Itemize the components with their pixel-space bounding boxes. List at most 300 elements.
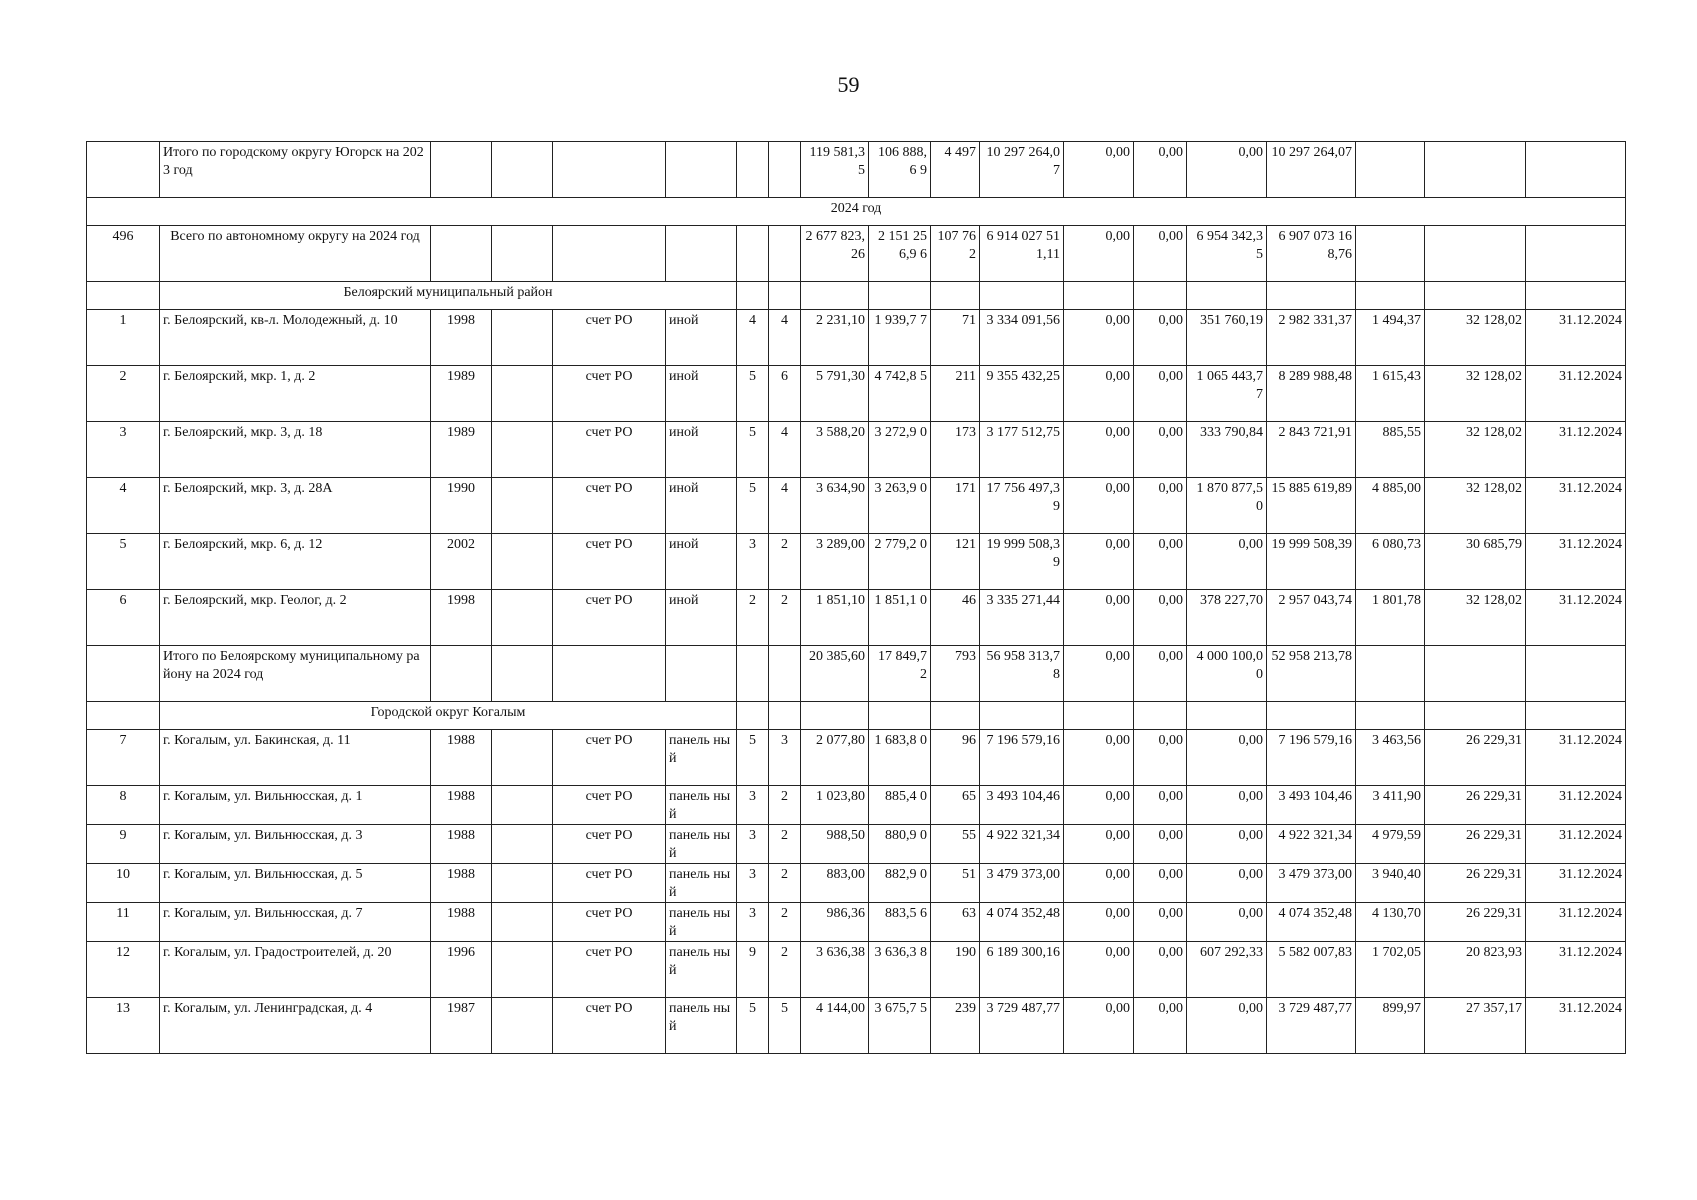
residential-area-cell: 880,9 0	[869, 825, 931, 864]
fund-method-cell: счет РО	[553, 942, 666, 998]
year-commission-cell	[492, 366, 553, 422]
group-number-cell	[87, 282, 160, 310]
district-title: Городской округ Когалым	[160, 702, 737, 730]
residents-count-cell: 96	[931, 730, 980, 786]
empty-cell	[1134, 702, 1187, 730]
capital-repair-table	[86, 141, 1626, 1054]
municipal-funds-cell: 6 954 342,35	[1187, 226, 1267, 282]
address-cell: Всего по автономному округу на 2024 год	[160, 226, 431, 282]
wall-material-cell	[666, 142, 737, 198]
unit-cost-cell: 3 940,40	[1356, 864, 1425, 903]
deadline-cell: 31.12.2024	[1526, 864, 1626, 903]
empty-cell	[1134, 282, 1187, 310]
wall-material-cell: иной	[666, 422, 737, 478]
floors-cell: 4	[737, 310, 769, 366]
total-area-cell: 119 581,35	[801, 142, 869, 198]
row-number	[87, 646, 160, 702]
deadline-cell: 31.12.2024	[1526, 422, 1626, 478]
residential-area-cell: 885,4 0	[869, 786, 931, 825]
limit-cost-cell: 26 229,31	[1425, 903, 1526, 942]
total-cost-cell: 3 335 271,44	[980, 590, 1064, 646]
federal-funds-cell: 0,00	[1064, 998, 1134, 1054]
year-commission-cell	[492, 534, 553, 590]
limit-cost-cell: 32 128,02	[1425, 422, 1526, 478]
entrances-cell: 2	[769, 590, 801, 646]
total-cost-cell: 3 493 104,46	[980, 786, 1064, 825]
total-cost-cell: 3 177 512,75	[980, 422, 1064, 478]
total-cost-cell: 4 922 321,34	[980, 825, 1064, 864]
entrances-cell: 2	[769, 942, 801, 998]
owner-funds-cell: 8 289 988,48	[1267, 366, 1356, 422]
owner-funds-cell: 2 982 331,37	[1267, 310, 1356, 366]
federal-funds-cell: 0,00	[1064, 786, 1134, 825]
total-cost-cell: 6 189 300,16	[980, 942, 1064, 998]
empty-cell	[1425, 702, 1526, 730]
owner-funds-cell: 3 729 487,77	[1267, 998, 1356, 1054]
wall-material-cell: иной	[666, 534, 737, 590]
wall-material-cell: иной	[666, 590, 737, 646]
year-commission-cell	[492, 226, 553, 282]
total-area-cell: 1 851,10	[801, 590, 869, 646]
limit-cost-cell	[1425, 226, 1526, 282]
year-commission-cell	[492, 825, 553, 864]
total-area-cell: 3 636,38	[801, 942, 869, 998]
year-built-cell	[431, 142, 492, 198]
residential-area-cell: 1 939,7 7	[869, 310, 931, 366]
floors-cell	[737, 226, 769, 282]
municipal-funds-cell: 333 790,84	[1187, 422, 1267, 478]
municipal-funds-cell: 0,00	[1187, 534, 1267, 590]
row-number	[87, 142, 160, 198]
residents-count-cell: 239	[931, 998, 980, 1054]
empty-cell	[801, 702, 869, 730]
federal-funds-cell: 0,00	[1064, 730, 1134, 786]
year-built-cell: 1988	[431, 864, 492, 903]
empty-cell	[980, 702, 1064, 730]
municipal-funds-cell: 0,00	[1187, 998, 1267, 1054]
deadline-cell: 31.12.2024	[1526, 903, 1626, 942]
table-body	[87, 142, 1626, 1054]
fund-method-cell: счет РО	[553, 534, 666, 590]
deadline-cell: 31.12.2024	[1526, 730, 1626, 786]
fund-method-cell: счет РО	[553, 730, 666, 786]
entrances-cell: 4	[769, 478, 801, 534]
residents-count-cell: 211	[931, 366, 980, 422]
total-cost-cell: 6 914 027 511,11	[980, 226, 1064, 282]
federal-funds-cell: 0,00	[1064, 864, 1134, 903]
unit-cost-cell: 1 615,43	[1356, 366, 1425, 422]
total-cost-cell: 3 334 091,56	[980, 310, 1064, 366]
empty-cell	[931, 282, 980, 310]
residential-area-cell: 4 742,8 5	[869, 366, 931, 422]
empty-cell	[1526, 282, 1626, 310]
unit-cost-cell: 1 494,37	[1356, 310, 1425, 366]
residential-area-cell: 3 263,9 0	[869, 478, 931, 534]
residential-area-cell: 1 851,1 0	[869, 590, 931, 646]
total-area-cell: 5 791,30	[801, 366, 869, 422]
floors-cell: 3	[737, 786, 769, 825]
row-number: 13	[87, 998, 160, 1054]
year-built-cell: 1996	[431, 942, 492, 998]
address-cell: г. Белоярский, мкр. 6, д. 12	[160, 534, 431, 590]
fund-method-cell	[553, 646, 666, 702]
municipal-funds-cell: 607 292,33	[1187, 942, 1267, 998]
total-area-cell: 988,50	[801, 825, 869, 864]
owner-funds-cell: 10 297 264,07	[1267, 142, 1356, 198]
year-commission-cell	[492, 478, 553, 534]
residents-count-cell: 71	[931, 310, 980, 366]
address-cell: г. Белоярский, мкр. 1, д. 2	[160, 366, 431, 422]
section-title: 2024 год	[87, 198, 1626, 226]
empty-cell	[1187, 282, 1267, 310]
table-row	[87, 534, 1626, 590]
empty-cell	[737, 282, 769, 310]
wall-material-cell: иной	[666, 366, 737, 422]
empty-cell	[1064, 702, 1134, 730]
deadline-cell: 31.12.2024	[1526, 786, 1626, 825]
federal-funds-cell: 0,00	[1064, 942, 1134, 998]
region-funds-cell: 0,00	[1134, 786, 1187, 825]
row-number: 7	[87, 730, 160, 786]
federal-funds-cell: 0,00	[1064, 422, 1134, 478]
limit-cost-cell: 30 685,79	[1425, 534, 1526, 590]
federal-funds-cell: 0,00	[1064, 646, 1134, 702]
residential-area-cell: 2 151 256,9 6	[869, 226, 931, 282]
address-cell: г. Белоярский, мкр. 3, д. 18	[160, 422, 431, 478]
row-number: 11	[87, 903, 160, 942]
year-commission-cell	[492, 903, 553, 942]
total-cost-cell: 17 756 497,39	[980, 478, 1064, 534]
owner-funds-cell: 3 479 373,00	[1267, 864, 1356, 903]
year-built-cell: 1988	[431, 825, 492, 864]
table-row	[87, 825, 1626, 864]
row-number: 4	[87, 478, 160, 534]
municipal-funds-cell: 0,00	[1187, 142, 1267, 198]
wall-material-cell: панель ный	[666, 825, 737, 864]
deadline-cell: 31.12.2024	[1526, 590, 1626, 646]
residential-area-cell: 17 849,7 2	[869, 646, 931, 702]
deadline-cell: 31.12.2024	[1526, 998, 1626, 1054]
municipal-funds-cell: 0,00	[1187, 730, 1267, 786]
empty-cell	[1526, 702, 1626, 730]
address-cell: г. Когалым, ул. Вильнюсская, д. 5	[160, 864, 431, 903]
address-cell: г. Когалым, ул. Градостроителей, д. 20	[160, 942, 431, 998]
unit-cost-cell: 1 801,78	[1356, 590, 1425, 646]
empty-cell	[1267, 702, 1356, 730]
residential-area-cell: 3 272,9 0	[869, 422, 931, 478]
total-cost-cell: 3 479 373,00	[980, 864, 1064, 903]
entrances-cell	[769, 142, 801, 198]
year-built-cell: 2002	[431, 534, 492, 590]
row-number: 9	[87, 825, 160, 864]
entrances-cell: 6	[769, 366, 801, 422]
region-funds-cell: 0,00	[1134, 730, 1187, 786]
residential-area-cell: 883,5 6	[869, 903, 931, 942]
unit-cost-cell	[1356, 646, 1425, 702]
limit-cost-cell	[1425, 646, 1526, 702]
row-number: 6	[87, 590, 160, 646]
total-area-cell: 20 385,60	[801, 646, 869, 702]
owner-funds-cell: 19 999 508,39	[1267, 534, 1356, 590]
residents-count-cell: 190	[931, 942, 980, 998]
total-cost-cell: 3 729 487,77	[980, 998, 1064, 1054]
deadline-cell: 31.12.2024	[1526, 942, 1626, 998]
municipal-funds-cell: 4 000 100,00	[1187, 646, 1267, 702]
owner-funds-cell: 4 074 352,48	[1267, 903, 1356, 942]
residents-count-cell: 173	[931, 422, 980, 478]
unit-cost-cell: 885,55	[1356, 422, 1425, 478]
owner-funds-cell: 15 885 619,89	[1267, 478, 1356, 534]
residents-count-cell: 107 762	[931, 226, 980, 282]
region-funds-cell: 0,00	[1134, 534, 1187, 590]
total-area-cell: 2 677 823,26	[801, 226, 869, 282]
year-commission-cell	[492, 422, 553, 478]
residents-count-cell: 55	[931, 825, 980, 864]
region-funds-cell: 0,00	[1134, 864, 1187, 903]
floors-cell: 5	[737, 998, 769, 1054]
empty-cell	[980, 282, 1064, 310]
federal-funds-cell: 0,00	[1064, 478, 1134, 534]
address-cell: Итого по городскому округу Югорск на 2023 год	[160, 142, 431, 198]
residents-count-cell: 793	[931, 646, 980, 702]
row-number: 10	[87, 864, 160, 903]
empty-cell	[769, 282, 801, 310]
floors-cell: 5	[737, 422, 769, 478]
federal-funds-cell: 0,00	[1064, 825, 1134, 864]
residents-count-cell: 63	[931, 903, 980, 942]
year-built-cell: 1988	[431, 786, 492, 825]
floors-cell: 5	[737, 366, 769, 422]
year-built-cell	[431, 226, 492, 282]
row-number: 1	[87, 310, 160, 366]
address-cell: г. Когалым, ул. Вильнюсская, д. 7	[160, 903, 431, 942]
fund-method-cell: счет РО	[553, 422, 666, 478]
floors-cell: 5	[737, 730, 769, 786]
subtotal-row	[87, 142, 1626, 198]
district-title: Белоярский муниципальный район	[160, 282, 737, 310]
table-row	[87, 478, 1626, 534]
region-funds-cell: 0,00	[1134, 422, 1187, 478]
total-cost-cell: 4 074 352,48	[980, 903, 1064, 942]
region-funds-cell: 0,00	[1134, 903, 1187, 942]
total-area-cell: 1 023,80	[801, 786, 869, 825]
region-funds-cell: 0,00	[1134, 825, 1187, 864]
unit-cost-cell: 4 979,59	[1356, 825, 1425, 864]
empty-cell	[869, 282, 931, 310]
limit-cost-cell: 20 823,93	[1425, 942, 1526, 998]
limit-cost-cell: 26 229,31	[1425, 730, 1526, 786]
year-commission-cell	[492, 942, 553, 998]
address-cell: г. Белоярский, мкр. 3, д. 28А	[160, 478, 431, 534]
address-cell: г. Когалым, ул. Вильнюсская, д. 1	[160, 786, 431, 825]
deadline-cell	[1526, 646, 1626, 702]
municipal-funds-cell: 1 065 443,77	[1187, 366, 1267, 422]
unit-cost-cell: 4 130,70	[1356, 903, 1425, 942]
year-commission-cell	[492, 786, 553, 825]
entrances-cell: 4	[769, 422, 801, 478]
fund-method-cell: счет РО	[553, 590, 666, 646]
unit-cost-cell: 899,97	[1356, 998, 1425, 1054]
owner-funds-cell: 5 582 007,83	[1267, 942, 1356, 998]
total-area-cell: 2 231,10	[801, 310, 869, 366]
empty-cell	[1356, 702, 1425, 730]
total-area-cell: 4 144,00	[801, 998, 869, 1054]
fund-method-cell: счет РО	[553, 310, 666, 366]
group-number-cell	[87, 702, 160, 730]
total-area-cell: 986,36	[801, 903, 869, 942]
year-built-cell: 1988	[431, 730, 492, 786]
federal-funds-cell: 0,00	[1064, 226, 1134, 282]
empty-cell	[1187, 702, 1267, 730]
unit-cost-cell: 4 885,00	[1356, 478, 1425, 534]
entrances-cell	[769, 646, 801, 702]
total-cost-cell: 9 355 432,25	[980, 366, 1064, 422]
floors-cell: 3	[737, 534, 769, 590]
municipal-funds-cell: 1 870 877,50	[1187, 478, 1267, 534]
year-commission-cell	[492, 590, 553, 646]
federal-funds-cell: 0,00	[1064, 903, 1134, 942]
residential-area-cell: 3 636,3 8	[869, 942, 931, 998]
row-number: 12	[87, 942, 160, 998]
residents-count-cell: 51	[931, 864, 980, 903]
fund-method-cell: счет РО	[553, 864, 666, 903]
limit-cost-cell: 26 229,31	[1425, 786, 1526, 825]
empty-cell	[869, 702, 931, 730]
year-built-cell	[431, 646, 492, 702]
region-funds-cell: 0,00	[1134, 998, 1187, 1054]
wall-material-cell	[666, 646, 737, 702]
federal-funds-cell: 0,00	[1064, 142, 1134, 198]
year-commission-cell	[492, 646, 553, 702]
address-cell: г. Когалым, ул. Вильнюсская, д. 3	[160, 825, 431, 864]
owner-funds-cell: 3 493 104,46	[1267, 786, 1356, 825]
wall-material-cell: панель ный	[666, 730, 737, 786]
region-funds-cell: 0,00	[1134, 310, 1187, 366]
total-cost-cell: 10 297 264,07	[980, 142, 1064, 198]
entrances-cell: 2	[769, 534, 801, 590]
address-cell: г. Когалым, ул. Бакинская, д. 11	[160, 730, 431, 786]
limit-cost-cell: 27 357,17	[1425, 998, 1526, 1054]
floors-cell: 3	[737, 825, 769, 864]
table-row	[87, 422, 1626, 478]
unit-cost-cell	[1356, 142, 1425, 198]
entrances-cell: 2	[769, 825, 801, 864]
residential-area-cell: 3 675,7 5	[869, 998, 931, 1054]
year-built-cell: 1989	[431, 422, 492, 478]
floors-cell	[737, 646, 769, 702]
wall-material-cell: панель ный	[666, 998, 737, 1054]
residential-area-cell: 106 888,6 9	[869, 142, 931, 198]
table-row	[87, 942, 1626, 998]
municipal-funds-cell: 378 227,70	[1187, 590, 1267, 646]
entrances-cell: 2	[769, 864, 801, 903]
owner-funds-cell: 2 957 043,74	[1267, 590, 1356, 646]
floors-cell: 3	[737, 864, 769, 903]
year-built-cell: 1998	[431, 590, 492, 646]
federal-funds-cell: 0,00	[1064, 310, 1134, 366]
residents-count-cell: 4 497	[931, 142, 980, 198]
fund-method-cell: счет РО	[553, 998, 666, 1054]
year-built-cell: 1989	[431, 366, 492, 422]
total-cost-cell: 56 958 313,78	[980, 646, 1064, 702]
subtotal-row	[87, 646, 1626, 702]
table-row	[87, 998, 1626, 1054]
address-cell: г. Белоярский, мкр. Геолог, д. 2	[160, 590, 431, 646]
fund-method-cell: счет РО	[553, 366, 666, 422]
municipal-funds-cell: 0,00	[1187, 825, 1267, 864]
year-built-cell: 1987	[431, 998, 492, 1054]
floors-cell: 2	[737, 590, 769, 646]
district-header-row	[87, 282, 1626, 310]
owner-funds-cell: 4 922 321,34	[1267, 825, 1356, 864]
table-row	[87, 786, 1626, 825]
region-funds-cell: 0,00	[1134, 478, 1187, 534]
fund-method-cell: счет РО	[553, 478, 666, 534]
owner-funds-cell: 6 907 073 168,76	[1267, 226, 1356, 282]
year-built-cell: 1998	[431, 310, 492, 366]
deadline-cell: 31.12.2024	[1526, 534, 1626, 590]
residential-area-cell: 2 779,2 0	[869, 534, 931, 590]
wall-material-cell: панель ный	[666, 786, 737, 825]
empty-cell	[931, 702, 980, 730]
table-row	[87, 590, 1626, 646]
total-area-cell: 2 077,80	[801, 730, 869, 786]
fund-method-cell: счет РО	[553, 786, 666, 825]
owner-funds-cell: 7 196 579,16	[1267, 730, 1356, 786]
total-area-cell: 3 634,90	[801, 478, 869, 534]
year-built-cell: 1988	[431, 903, 492, 942]
deadline-cell	[1526, 142, 1626, 198]
table-row	[87, 864, 1626, 903]
empty-cell	[769, 702, 801, 730]
unit-cost-cell: 1 702,05	[1356, 942, 1425, 998]
owner-funds-cell: 2 843 721,91	[1267, 422, 1356, 478]
limit-cost-cell: 32 128,02	[1425, 366, 1526, 422]
year-built-cell: 1990	[431, 478, 492, 534]
deadline-cell: 31.12.2024	[1526, 310, 1626, 366]
floors-cell: 9	[737, 942, 769, 998]
floors-cell: 5	[737, 478, 769, 534]
limit-cost-cell: 32 128,02	[1425, 478, 1526, 534]
entrances-cell: 3	[769, 730, 801, 786]
total-area-cell: 3 289,00	[801, 534, 869, 590]
wall-material-cell: иной	[666, 310, 737, 366]
wall-material-cell: панель ный	[666, 864, 737, 903]
address-cell: г. Когалым, ул. Ленинградская, д. 4	[160, 998, 431, 1054]
municipal-funds-cell: 0,00	[1187, 864, 1267, 903]
year-commission-cell	[492, 142, 553, 198]
row-number: 496	[87, 226, 160, 282]
limit-cost-cell: 26 229,31	[1425, 864, 1526, 903]
deadline-cell	[1526, 226, 1626, 282]
limit-cost-cell: 32 128,02	[1425, 310, 1526, 366]
total-area-cell: 883,00	[801, 864, 869, 903]
year-commission-cell	[492, 864, 553, 903]
unit-cost-cell: 6 080,73	[1356, 534, 1425, 590]
limit-cost-cell: 32 128,02	[1425, 590, 1526, 646]
fund-method-cell	[553, 226, 666, 282]
fund-method-cell: счет РО	[553, 825, 666, 864]
empty-cell	[801, 282, 869, 310]
residents-count-cell: 65	[931, 786, 980, 825]
federal-funds-cell: 0,00	[1064, 366, 1134, 422]
federal-funds-cell: 0,00	[1064, 534, 1134, 590]
empty-cell	[1267, 282, 1356, 310]
municipal-funds-cell: 0,00	[1187, 903, 1267, 942]
fund-method-cell: счет РО	[553, 903, 666, 942]
region-funds-cell: 0,00	[1134, 942, 1187, 998]
total-area-cell: 3 588,20	[801, 422, 869, 478]
